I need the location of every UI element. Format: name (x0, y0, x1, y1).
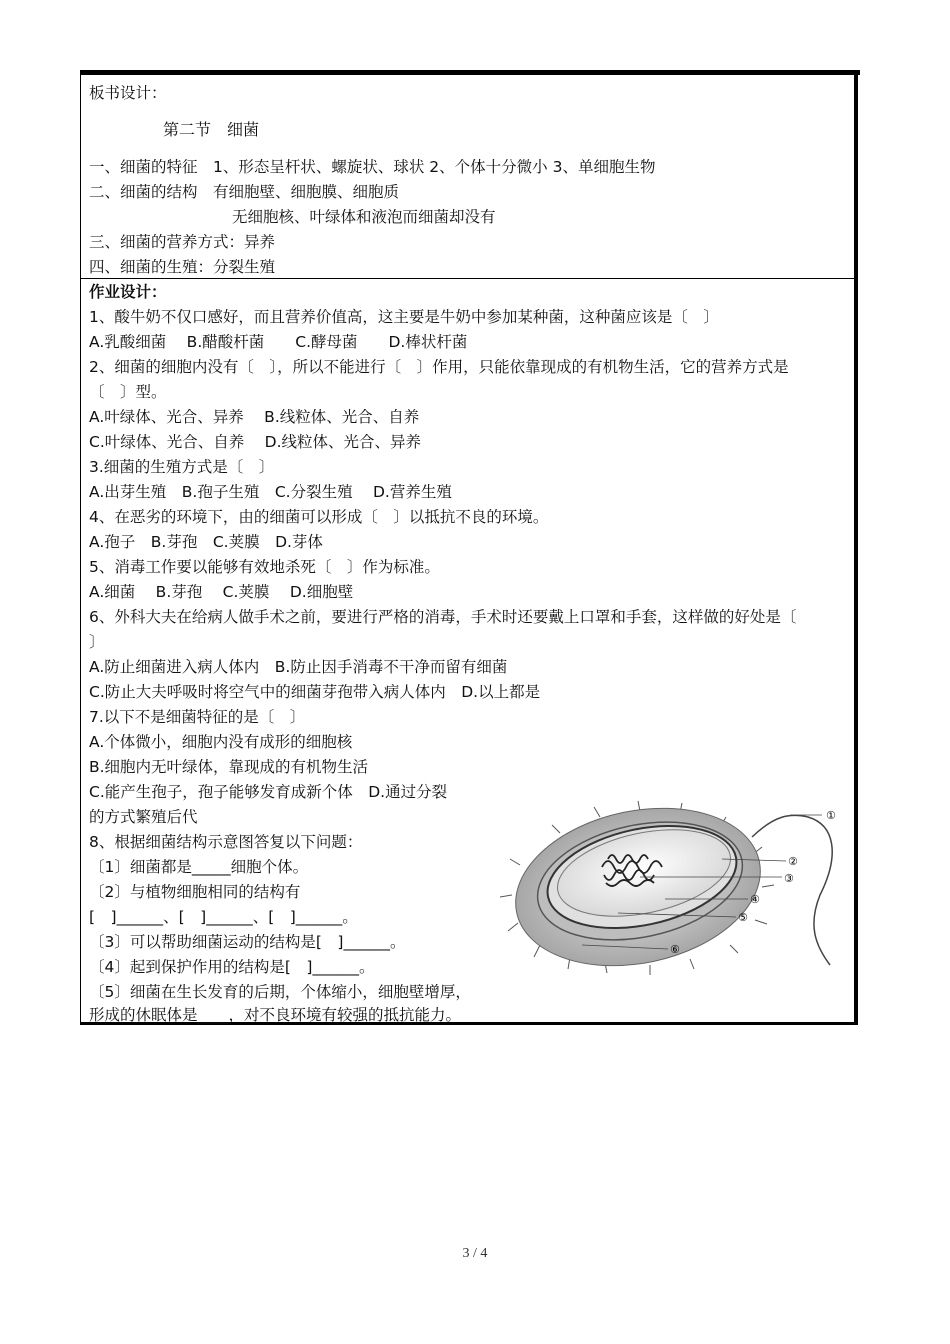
question-8-part-2: 〔2〕与植物细胞相同的结构有 (89, 883, 301, 901)
question-6-options: C.防止大夫呼吸时将空气中的细菌芽孢带入病人体内 D.以上都是 (89, 683, 541, 701)
question-5-options: A.细菌 B.芽孢 C.荚膜 D.细胞壁 (89, 583, 354, 601)
question-7-option: 的方式繁殖后代 (89, 808, 198, 826)
homework-header: 作业设计： (89, 283, 167, 301)
question-6-cont: 〕 (89, 633, 105, 651)
diagram-label-5: ⑤ (738, 911, 748, 924)
question-8-part-5: 〔5〕细菌在生长发育的后期，个体缩小，细胞壁增厚， (89, 983, 471, 1001)
question-7: 7.以下不是细菌特征的是〔 〕 (89, 708, 306, 726)
question-2-cont: 〔 〕型。 (89, 383, 167, 401)
board-header: 板书设计： (89, 84, 167, 102)
board-title: 第二节 细菌 (163, 120, 260, 139)
diagram-label-6: ⑥ (670, 943, 680, 956)
question-7-option: C.能产生孢子，孢子能够发育成新个体 D.通过分裂 (89, 783, 448, 801)
question-3-options: A.出芽生殖 B.孢子生殖 C.分裂生殖 D.营养生殖 (89, 483, 452, 501)
question-6-options: A.防止细菌进入病人体内 B.防止因手消毒不干净而留有细菌 (89, 658, 508, 676)
board-line: 四、细菌的生殖：分裂生殖 (89, 258, 276, 276)
bacterium-diagram (490, 795, 850, 975)
question-7-option: B.细胞内无叶绿体，靠现成的有机物生活 (89, 758, 369, 776)
board-line: 无细胞核、叶绿体和液泡而细菌却没有 (232, 208, 496, 226)
question-8-part-2-blanks: [ ]______、[ ]______、[ ]______。 (89, 908, 358, 926)
diagram-label-2: ② (788, 855, 798, 868)
question-8-part-5-cont: 形成的休眠体是____，对不良环境有较强的抵抗能力。 (89, 1006, 462, 1024)
diagram-label-4: ④ (750, 893, 760, 906)
board-line: 一、细菌的特征 1、形态呈杆状、螺旋状、球状 2、个体十分微小 3、单细胞生物 (89, 158, 656, 176)
board-line: 三、细菌的营养方式：异养 (89, 233, 276, 251)
question-2-options: C.叶绿体、光合、自养 D.线粒体、光合、异养 (89, 433, 422, 451)
question-1: 1、酸牛奶不仅口感好，而且营养价值高，这主要是牛奶中参加某种菌，这种菌应该是〔 〕 (89, 308, 719, 326)
question-2: 2、细菌的细胞内没有〔 〕，所以不能进行〔 〕作用，只能依靠现成的有机物生活，它的营养方式是 (89, 358, 789, 376)
diagram-label-3: ③ (784, 872, 794, 885)
page-number: 3 / 4 (462, 1246, 488, 1261)
question-8-part-4: 〔4〕起到保护作用的结构是[ ]______。 (89, 958, 375, 976)
diagram-label-1: ① (826, 809, 836, 822)
question-6: 6、外科大夫在给病人做手术之前，要进行严格的消毒，手术时还要戴上口罩和手套，这样做的好处是〔 (89, 608, 797, 626)
question-1-options: A.乳酸细菌 B.醋酸杆菌 C.酵母菌 D.棒状杆菌 (89, 333, 468, 351)
question-4-options: A.孢子 B.芽孢 C.荚膜 D.芽体 (89, 533, 323, 551)
question-8: 8、根据细菌结构示意图答复以下问题： (89, 833, 363, 851)
board-line: 二、细菌的结构 有细胞壁、细胞膜、细胞质 (89, 183, 400, 201)
question-5: 5、消毒工作要以能够有效地杀死〔 〕作为标准。 (89, 558, 440, 576)
question-8-part-1: 〔1〕细菌都是_____细胞个体。 (89, 858, 309, 876)
question-8-part-3: 〔3〕可以帮助细菌运动的结构是[ ]______。 (89, 933, 406, 951)
question-4: 4、在恶劣的环境下，由的细菌可以形成〔 〕以抵抗不良的环境。 (89, 508, 549, 526)
table-row-divider (80, 278, 856, 279)
question-2-options: A.叶绿体、光合、异养 B.线粒体、光合、自养 (89, 408, 420, 426)
question-7-option: A.个体微小，细胞内没有成形的细胞核 (89, 733, 353, 751)
question-3: 3.细菌的生殖方式是〔 〕 (89, 458, 275, 476)
